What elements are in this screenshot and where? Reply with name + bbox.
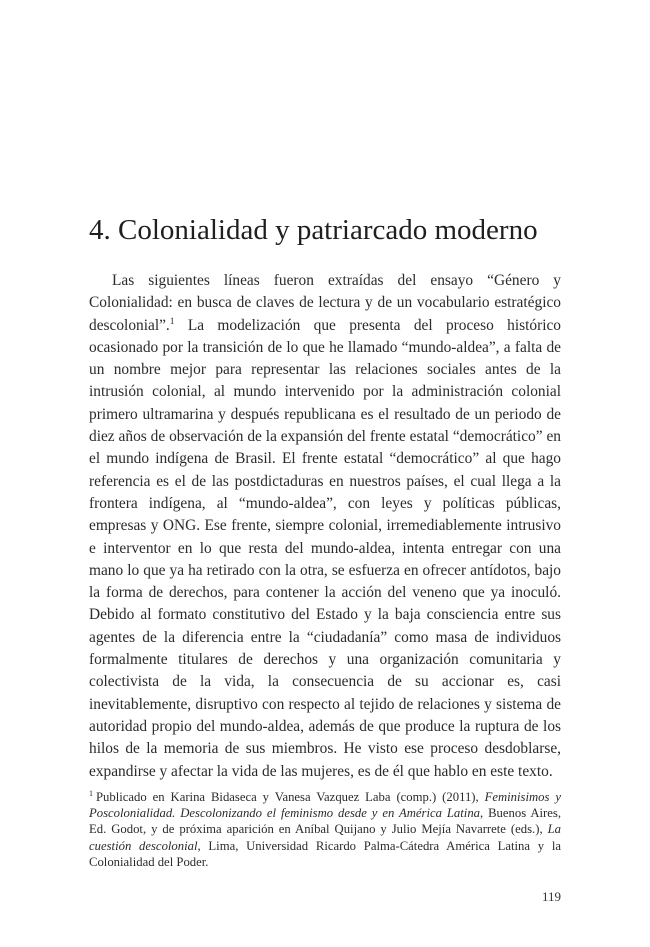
body-text-part-2: La modelización que presenta del proceso histórico ocasionado por la transición de lo que he llamado “mundo-aldea”, a falta de un nombre mejor para representar las relaciones sociales antes de la intrusión colonial, al mundo intervenido por la administración colonial primero ultramarina y después republicana es el resultado de un periodo de diez años de observación de la expansión del frente estatal “democrático” en el mundo indígena de Brasil. El frente estatal “democrático” al que hago referencia es el de las postdictaduras en nuestros países, el cual llega a la frontera indígena, al “mundo-aldea”, con leyes y políticas públicas, empresas y ONG. Ese frente, siempre colonial, irremediablemente intrusivo e interventor en lo que resta del mundo-aldea, intenta entregar con una mano lo que ya ha retirado con la otra, se esfuerza en ofrecer antídotos, bajo la forma de derechos, para contener la acción del veneno que ya inoculó. Debido al formato constitutivo del Estado y la baja consciencia entre sus agentes de la diferencia entre la “ciudadanía” como masa de individuos formalmente titulares de derechos y una organización comunitaria y colectivista de la vida, la consecuencia de su accionar es, casi inevitablemente, disruptivo con respecto al tejido de relaciones y sistema de autoridad propio del mundo-aldea, además de que produce la ruptura de los hilos de la memoria de sus miembros. He visto ese proceso desdoblarse, expandirse y afectar la vida de las mujeres, es de él que hablo en este texto. [89, 316, 561, 780]
body-paragraph [89, 270, 561, 783]
footnote-text-1: Publicado en Karina Bidaseca y Vanesa Vazquez Laba (comp.) (2011), [96, 790, 485, 804]
footnote-mark: 1 [89, 788, 93, 798]
footnote-reference[interactable]: 1 [169, 316, 175, 327]
page-number: 119 [541, 889, 561, 904]
footnote-text-3: , Lima, Universidad Ricardo Palma-Cátedra América Latina y la Colonialidad del Poder. [89, 838, 561, 869]
footnote [89, 789, 561, 870]
body-text-part-1: Las siguientes líneas fueron extraídas del ensayo “Género y Colonialidad: en busca de claves de lectura y de un vocabulario estratégico descolonial”. [89, 272, 561, 334]
footnote-text-2: , Buenos Aires, Ed. Godot, y de próxima aparición en Aníbal Quijano y Julio Mejía Navarrete (eds.), [89, 806, 562, 837]
footnote-book-title-2: La cuestión descolonial [89, 822, 561, 853]
chapter-title: 4. Colonialidad y patriarcado moderno [89, 214, 538, 246]
footnote-book-title: Feminisimos y Poscolonialidad. Descolonizando el feminismo desde y en América Latina [89, 790, 561, 821]
